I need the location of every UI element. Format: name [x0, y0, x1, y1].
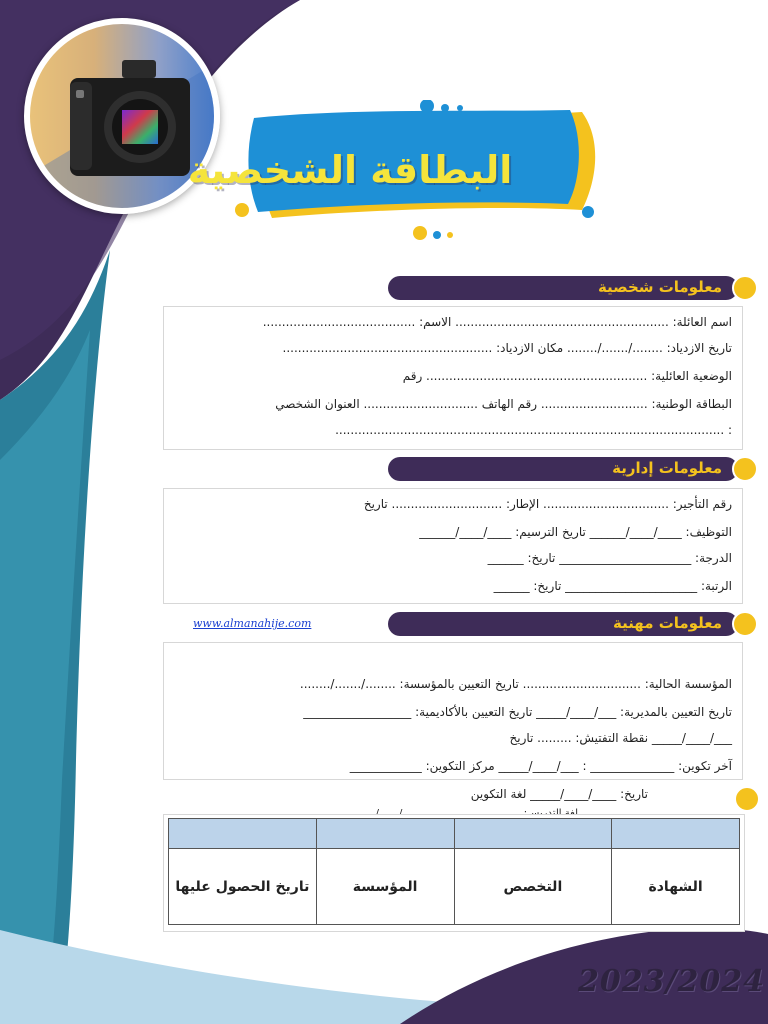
form-row: تاريخ: ____/____/_____ لغة التكوين [470, 787, 648, 801]
section-dot [732, 611, 758, 637]
form-row: ___/____/_____ نقطة التفتيش: ......... تاريخ [509, 731, 732, 745]
professional-info-box [163, 642, 743, 780]
form-row: البطاقة الوطنية: ............................ رقم الهاتف .............................. العنوان الشخصي [275, 397, 732, 411]
form-row: تاريخ الازدياد: ......../......./........ مكان الازدياد: ....................................................... [282, 341, 732, 355]
section-header-professional [388, 612, 758, 636]
form-row: رقم التأجير: ................................. الإطار: ............................. تاريخ [363, 497, 732, 511]
form-row: تاريخ التعيين بالمديرية: ___/____/_____ تاريخ التعيين بالأكاديمية: __________________ [303, 705, 732, 719]
page-title: البطاقة الشخصية [187, 148, 513, 192]
table-cell [454, 819, 612, 849]
table-header-row [169, 819, 740, 849]
personal-info-box [163, 306, 743, 450]
table-row [169, 849, 740, 925]
table-cell [316, 819, 454, 849]
column-institution: المؤسسة [316, 849, 454, 925]
website-link[interactable]: www.almanahije.com [193, 617, 312, 630]
form-row: الرتبة: ______________________ تاريخ: ______ [493, 579, 732, 593]
form-row: الدرجة: ______________________ تاريخ: ______ [487, 551, 732, 565]
section-label-administrative: معلومات إدارية [612, 459, 722, 477]
form-row: آخر تكوين: ______________ : ___/____/_____ مركز التكوين: ____________ [349, 759, 732, 773]
column-certificate: الشهادة [612, 849, 740, 925]
form-row: المؤسسة الحالية: ............................... تاريخ التعيين بالمؤسسة: ......../......./........ [299, 677, 732, 691]
section-header-personal [388, 276, 758, 300]
form-row: : ...................................................................................................... [335, 423, 732, 437]
section-dot [732, 456, 758, 482]
column-specialty: التخصص [454, 849, 612, 925]
section-dot [734, 786, 760, 812]
column-date-obtained: تاريخ الحصول عليها [169, 849, 317, 925]
section-label-personal: معلومات شخصية [597, 278, 722, 296]
form-row: التوظيف: ____/____/______ تاريخ الترسيم: ____/____/______ [419, 525, 732, 539]
certificates-table [168, 818, 740, 925]
table-cell [169, 819, 317, 849]
section-header-administrative [388, 457, 758, 481]
school-year: 2023/2024 [578, 964, 765, 999]
section-dot [732, 275, 758, 301]
section-label-professional: معلومات مهنية [612, 614, 722, 632]
form-row: الوضعية العائلية: .......................................................... رقم [402, 369, 732, 383]
form-row: اسم العائلة: ........................................................ الاسم: ........................................ [262, 315, 732, 329]
table-cell [612, 819, 740, 849]
administrative-info-box [163, 488, 743, 604]
